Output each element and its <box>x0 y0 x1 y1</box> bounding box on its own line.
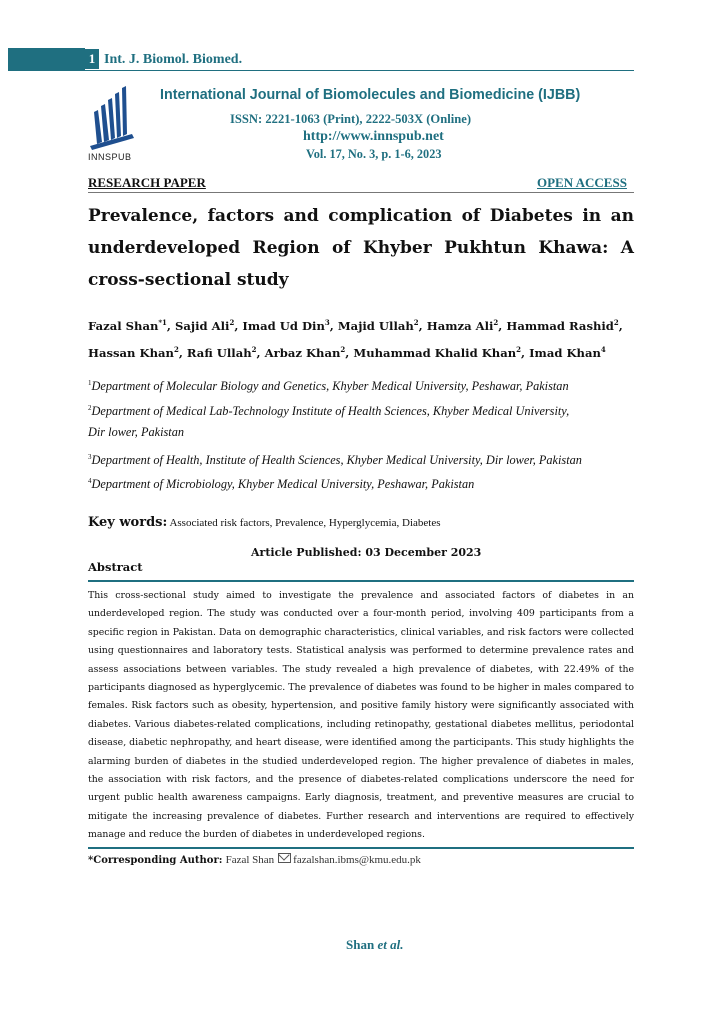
author-name: Hammad Rashid <box>506 318 614 333</box>
issn: ISSN: 2221-1063 (Print), 2222-503X (Online) <box>230 112 472 126</box>
published-date: Article Published: 03 December 2023 <box>251 546 482 559</box>
author-affiliation-mark: 4 <box>600 344 606 354</box>
logo-text: INNSPUB <box>88 152 132 162</box>
author-affiliation-mark: *1 <box>158 318 167 327</box>
corresponding-name: Fazal Shan <box>225 854 275 866</box>
article-type: RESEARCH PAPER <box>88 175 206 190</box>
author-name: Majid Ullah <box>337 318 414 333</box>
affiliation-4: $^4$Department of Microbiology, Khyber Medical University, Peshawar, Pakistan <box>88 477 475 492</box>
journal-name: International Journal of Biomolecules and Biomedicine (IJBB) <box>160 87 581 103</box>
corresponding-author <box>88 853 421 866</box>
abstract-text: This cross-sectional study aimed to investigate the prevalence and associated factors of diabetes in an underdeveloped region. The study was conducted over a four-month period, involving 409 participants from a specific region in Pakistan. Data on demographic characteristics, clinical variables, and risk factors were collected using questionnaires and laboratory tests. Statistical analysis was performed to determine prevalence rates and assess associations between variables. The study revealed a high prevalence of diabetes, with 22.49% of the participants diagnosed as hyperglycemic. The prevalence of diabetes was found to be higher in males compared to females. Risk factors such as obesity, hypertension, and positive family history were significantly associated with diabetes. Various diabetes-related complications, including retinopathy, gestational diabetes mellitus, periodontal disease, diabetic nephropathy, and heart disease, were identified among the participants. This study highlights the alarming burden of diabetes in the studied underdeveloped region. The higher prevalence of diabetes in males, the association with risk factors, and the presence of diabetes-related complications underscore the need for urgent public health awareness campaigns. Early diagnosis, treatment, and preventive measures are crucial to mitigate the increasing prevalence of diabetes. Further research and interventions are required to effectively manage and reduce the burden of diabetes in underdeveloped regions. <box>88 590 634 841</box>
journal-url[interactable]: http://www.innspub.net <box>303 129 444 144</box>
author-list: Fazal Shan$^{*1}$, Sajid Ali$^2$, Imad Ud Din$^3$, Majid Ullah$^2$, Hamza Ali$^2$, Hammad Rashid$^2$, Hassan Khan$^2$, Rafi Ullah$^2$, Arbaz Khan$^2$, Muhammad Khalid Khan$^2$, Imad Khan$^4$ <box>88 318 623 360</box>
volume-info: Vol. 17, No. 3, p. 1-6, 2023 <box>306 147 442 161</box>
footer-author: Shan et al. <box>346 937 404 952</box>
author-affiliation-mark: 3 <box>324 318 330 327</box>
author-name: Arbaz Khan <box>264 345 341 360</box>
author-affiliation-mark: 2 <box>251 344 257 354</box>
author-affiliation-mark: 2 <box>340 344 346 354</box>
abstract-rule-top <box>88 580 634 582</box>
keywords <box>88 515 440 530</box>
author-name: Imad Ud Din <box>242 318 325 333</box>
section-rule <box>88 192 634 193</box>
corresponding-email[interactable]: fazalshan.ibms@kmu.edu.pk <box>293 854 421 866</box>
author-affiliation-mark: 2 <box>493 318 499 327</box>
abstract-rule-bottom <box>88 847 634 849</box>
author-name: Sajid Ali <box>175 318 230 333</box>
innspub-logo-icon <box>88 82 140 152</box>
author-affiliation-mark: 2 <box>613 318 619 327</box>
author-affiliation-mark: 2 <box>516 344 522 354</box>
mail-icon <box>278 853 291 863</box>
author-name: Muhammad Khalid Khan <box>353 345 517 360</box>
article-title: Prevalence, factors and complication of Diabetes in an underdeveloped Region of Khyber Pukhtun Khawa: A cross-sectional study <box>88 206 634 290</box>
affiliation-1: $^1$Department of Molecular Biology and Genetics, Khyber Medical University, Peshawar, Pakistan <box>88 379 569 394</box>
affiliation-2-cont: Dir lower, Pakistan <box>88 425 184 439</box>
author-name: Hamza Ali <box>426 318 494 333</box>
page-number: 1 <box>85 49 99 69</box>
author-affiliation-mark: 2 <box>413 318 419 327</box>
author-name: Hassan Khan <box>88 345 174 360</box>
affiliation-2: $^2$Department of Medical Lab-Technology Institute of Health Sciences, Khyber Medical University, <box>88 404 570 419</box>
corresponding-label: *Corresponding Author: <box>88 855 223 866</box>
abstract-heading: Abstract <box>88 560 143 574</box>
header-bar <box>8 48 85 70</box>
author-affiliation-mark: 2 <box>229 318 235 327</box>
author-affiliation-mark: 2 <box>173 344 179 354</box>
running-title: Int. J. Biomol. Biomed. <box>104 52 243 67</box>
author-name: Fazal Shan <box>88 318 159 333</box>
open-access-link[interactable]: OPEN ACCESS <box>537 175 627 190</box>
affiliation-3: $^3$Department of Health, Institute of Health Sciences, Khyber Medical University, Dir lower, Pakistan <box>88 453 582 468</box>
keywords-label: Key words: <box>88 515 168 530</box>
keywords-text: Associated risk factors, Prevalence, Hyperglycemia, Diabetes <box>169 517 441 529</box>
author-name: Imad Khan <box>529 345 601 360</box>
header-rule <box>8 70 634 71</box>
author-name: Rafi Ullah <box>186 345 252 360</box>
